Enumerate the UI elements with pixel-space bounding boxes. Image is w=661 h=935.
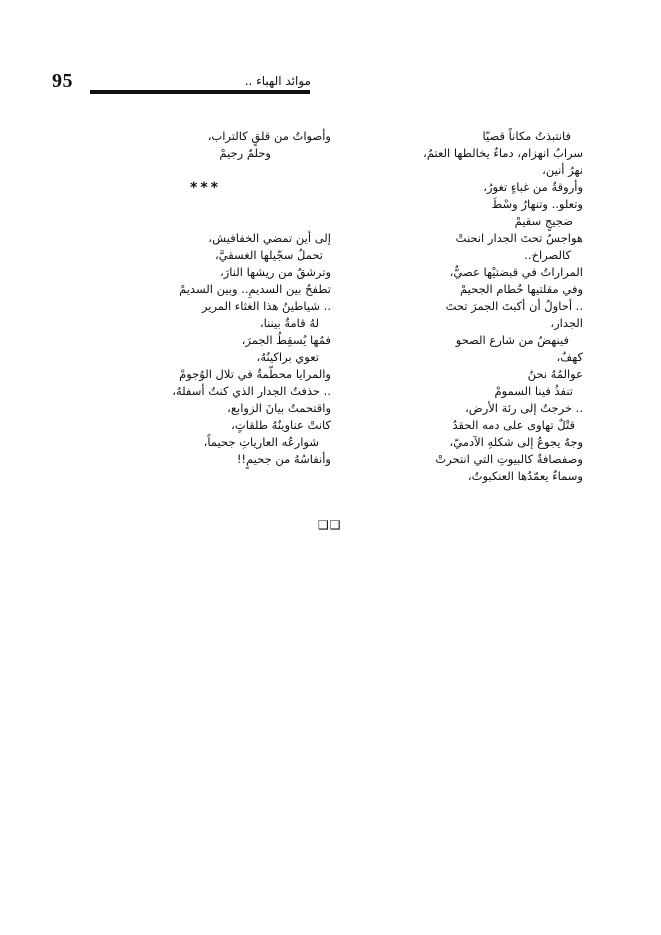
verse-line: فينهضُ من شارع الصحو — [455, 333, 569, 347]
verse-line: كهفٌ، — [556, 350, 583, 364]
verse-line: .. حذفتُ الجدار الذي كنتُ أسفلهُ، — [172, 384, 331, 398]
poem-left-column — [111, 128, 331, 468]
section-separator: *** — [190, 180, 221, 196]
verse-line: فانتبذتُ مكاناً قصيّا — [482, 129, 571, 143]
verse-line: وأروقةٌ من غباءٍ تغورُ، — [483, 180, 583, 194]
verse-line: نهرُ أنين، — [542, 163, 583, 177]
verse-line: .. شياطينُ هذا الغثاء المرير — [201, 299, 331, 313]
header-rule — [90, 90, 310, 94]
verse-line: وأنفاسُهُ من جحيمٍ!! — [236, 452, 331, 466]
verse-line: تطفحُ بين السديمِ.. وبين السديمْ — [179, 282, 331, 296]
verse-line: المراراتُ في قبضتيْها عصيٌّ، — [449, 265, 583, 279]
verse-line: تحملُ سجّيلها الغسقيَّ، — [214, 248, 323, 262]
verse-line: لهُ قامةٌ بيننا، — [259, 316, 319, 330]
verse-line: وحلمٌ رجيمْ — [219, 146, 271, 160]
verse-line: وصفصافةٌ كالبيوتِ التي انتحرتْ — [435, 452, 583, 466]
end-of-poem-mark: ❑❑ — [318, 518, 342, 532]
verse-line: وترشقُ من ريشها النارَ، — [220, 265, 331, 279]
poem-right-column — [383, 128, 583, 485]
verse-line: شوارعُه العارياتِ جحيماً، — [203, 435, 319, 449]
verse-line: الجدار، — [550, 316, 583, 330]
verse-line: .. أحاولُ أن أكبتَ الجمرَ تحتَ — [445, 299, 583, 313]
verse-line: هواجسُ تحتَ الجدار انحنتْ — [455, 231, 583, 245]
verse-line: سرابُ انهزام، دماءٌ يخالطها العتمُ، — [423, 146, 583, 160]
verse-line: كالصراخ.. — [524, 248, 571, 262]
verse-line: كانتْ عناوينُهُ طلقاتٍ، — [231, 418, 331, 432]
verse-line: وأصواتُ من قلقٍ كالتراب، — [207, 129, 331, 143]
page-number: 95 — [52, 70, 73, 92]
verse-line: وجهٌ يجوعُ إلى شكلهِ الآدميّ، — [449, 435, 583, 449]
verse-line: ضجيجٍ سقيمْ — [514, 214, 573, 228]
verse-line: تعوي براكينُهُ، — [256, 350, 319, 364]
verse-line: فمُها يُسقِطُ الجمرَ، — [241, 333, 331, 347]
verse-line: وسماءٌ يعمّدُها العنكبوتُ، — [467, 469, 583, 483]
verse-line: وتعلو.. وتنهارُ وسْطَ — [491, 197, 583, 211]
verse-line: والمرايا محطّمةٌ في تلال الوُجومْ — [179, 367, 331, 381]
verse-line: قتْلٌ تهاوى على دمه الحقدُ — [452, 418, 575, 432]
verse-line: وفي مقلتيها حُطام الجحيمْ — [460, 282, 583, 296]
running-head: موائد الهباء .. — [244, 74, 311, 88]
verse-line: عوالمُهُ نحنُ — [527, 367, 583, 381]
verse-line: إلى أين تمضي الخفافيش، — [208, 231, 331, 245]
verse-line: .. خرجتُ إلى رئة الأرض، — [465, 401, 583, 415]
verse-line: واقتحمتُ بيانَ الزوابع، — [227, 401, 331, 415]
verse-line: تنفذُ فينا السمومْ — [494, 384, 573, 398]
